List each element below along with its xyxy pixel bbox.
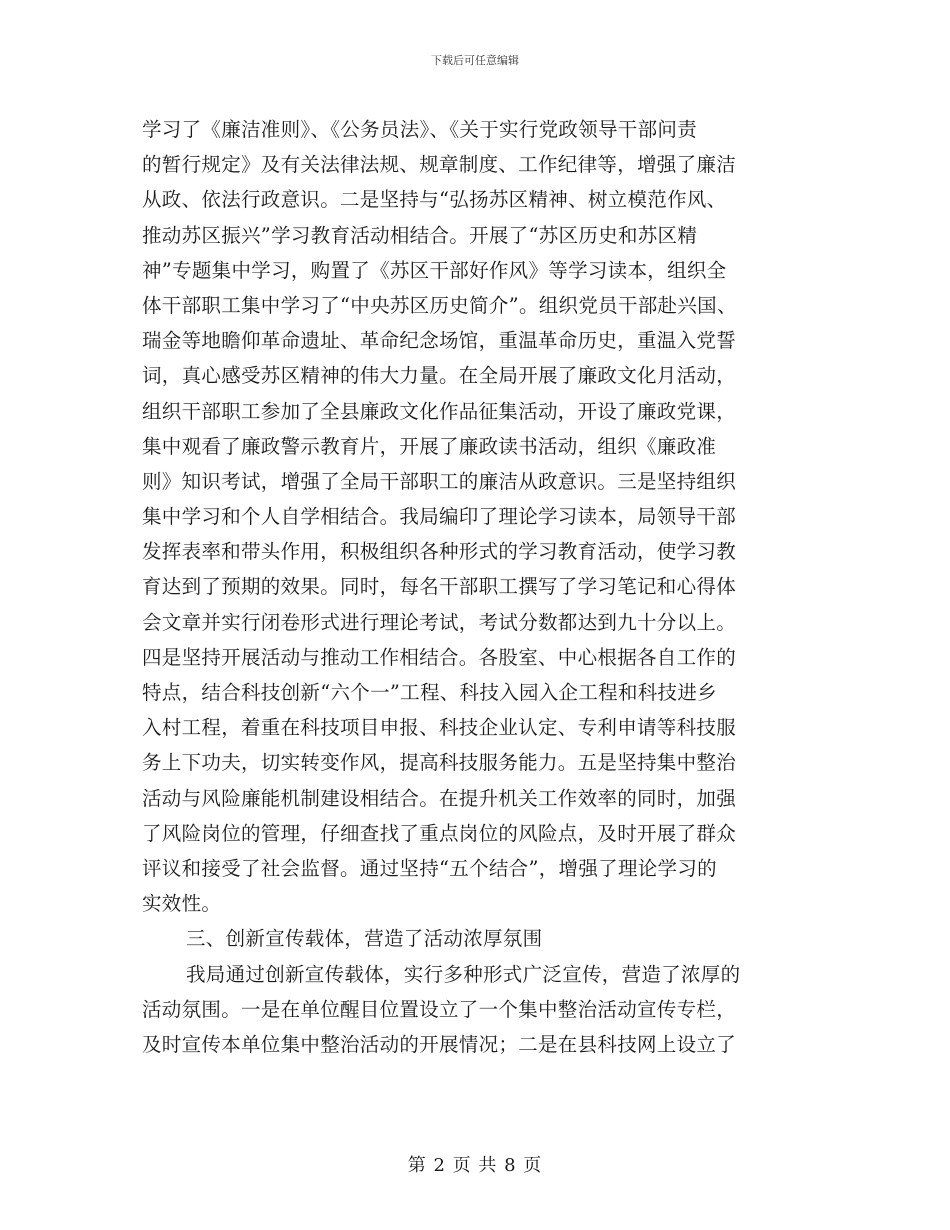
text-line: 的暂行规定》及有关法律法规、规章制度、工作纪律等，增强了廉洁: [142, 153, 737, 177]
text-line: 会文章并实行闭卷形式进行理论考试，考试分数都达到九十分以上。: [142, 610, 737, 634]
text-line: 从政、依法行政意识。二是坚持与“弘扬苏区精神、树立模范作风、: [142, 188, 727, 212]
text-line: 特点，结合科技创新“六个一”工程、科技入园入企工程和科技进乡: [142, 681, 717, 704]
text-line: 入村工程，着重在科技项目申报、科技企业认定、专利申请等科技服: [142, 716, 737, 740]
text-line: 活动氛围。一是在单位醒目位置设立了一个集中整治活动宣传专栏，: [142, 997, 737, 1021]
document-body: [142, 112, 812, 1062]
text-line: 活动与风险廉能机制建设相结合。在提升机关工作效率的同时，加强: [142, 786, 737, 810]
text-line: 推动苏区振兴”学习教育活动相结合。开展了“苏区历史和苏区精: [142, 223, 698, 247]
text-line: 发挥表率和带头作用，积极组织各种形式的学习教育活动，使学习教: [142, 540, 737, 564]
text-line: 词，真心感受苏区精神的伟大力量。在全局开展了廉政文化月活动，: [142, 364, 737, 388]
text-line: 集中学习和个人自学相结合。我局编印了理论学习读本，局领导干部: [142, 505, 737, 529]
text-line: 组织干部职工参加了全县廉政文化作品征集活动，开设了廉政党课，: [142, 399, 737, 423]
paragraph-first-line: 我局通过创新宣传载体，实行多种形式广泛宣传，营造了浓厚的: [186, 962, 741, 986]
text-line: 体干部职工集中学习了“中央苏区历史简介”。组织党员干部赴兴国、: [142, 293, 737, 317]
text-line: 则》知识考试，增强了全局干部职工的廉洁从政意识。三是坚持组织: [142, 469, 737, 493]
text-line: 评议和接受了社会监督。通过坚持“五个结合”，增强了理论学习的: [142, 856, 717, 880]
text-line: 神”专题集中学习，购置了《苏区干部好作风》等学习读本，组织全: [142, 258, 727, 282]
text-line: 实效性。: [142, 892, 222, 916]
text-line: 瑞金等地瞻仰革命遗址、革命纪念场馆，重温革命历史，重温入党誓: [142, 329, 737, 353]
text-line: 育达到了预期的效果。同时，每名干部职工撰写了学习笔记和心得体: [142, 575, 737, 599]
text-line: 学习了《廉洁准则》、《公务员法》、《关于实行党政领导干部问责: [142, 118, 698, 141]
text-line: 及时宣传本单位集中整治活动的开展情况；二是在县科技网上设立了: [142, 1032, 737, 1056]
page-header-note: 下载后可任意编辑: [431, 54, 519, 67]
text-line: 四是坚持开展活动与推动工作相结合。各股室、中心根据各自工作的: [142, 645, 737, 669]
text-line: 了风险岗位的管理，仔细查找了重点岗位的风险点，及时开展了群众: [142, 821, 737, 845]
page-number: 第 2 页 共 8 页: [407, 1155, 543, 1176]
section-heading: 三、创新宣传载体，营造了活动浓厚氛围: [186, 927, 543, 951]
text-line: 务上下功夫，切实转变作风，提高科技服务能力。五是坚持集中整治: [142, 751, 737, 775]
text-line: 集中观看了廉政警示教育片，开展了廉政读书活动，组织《廉政准: [142, 434, 717, 458]
